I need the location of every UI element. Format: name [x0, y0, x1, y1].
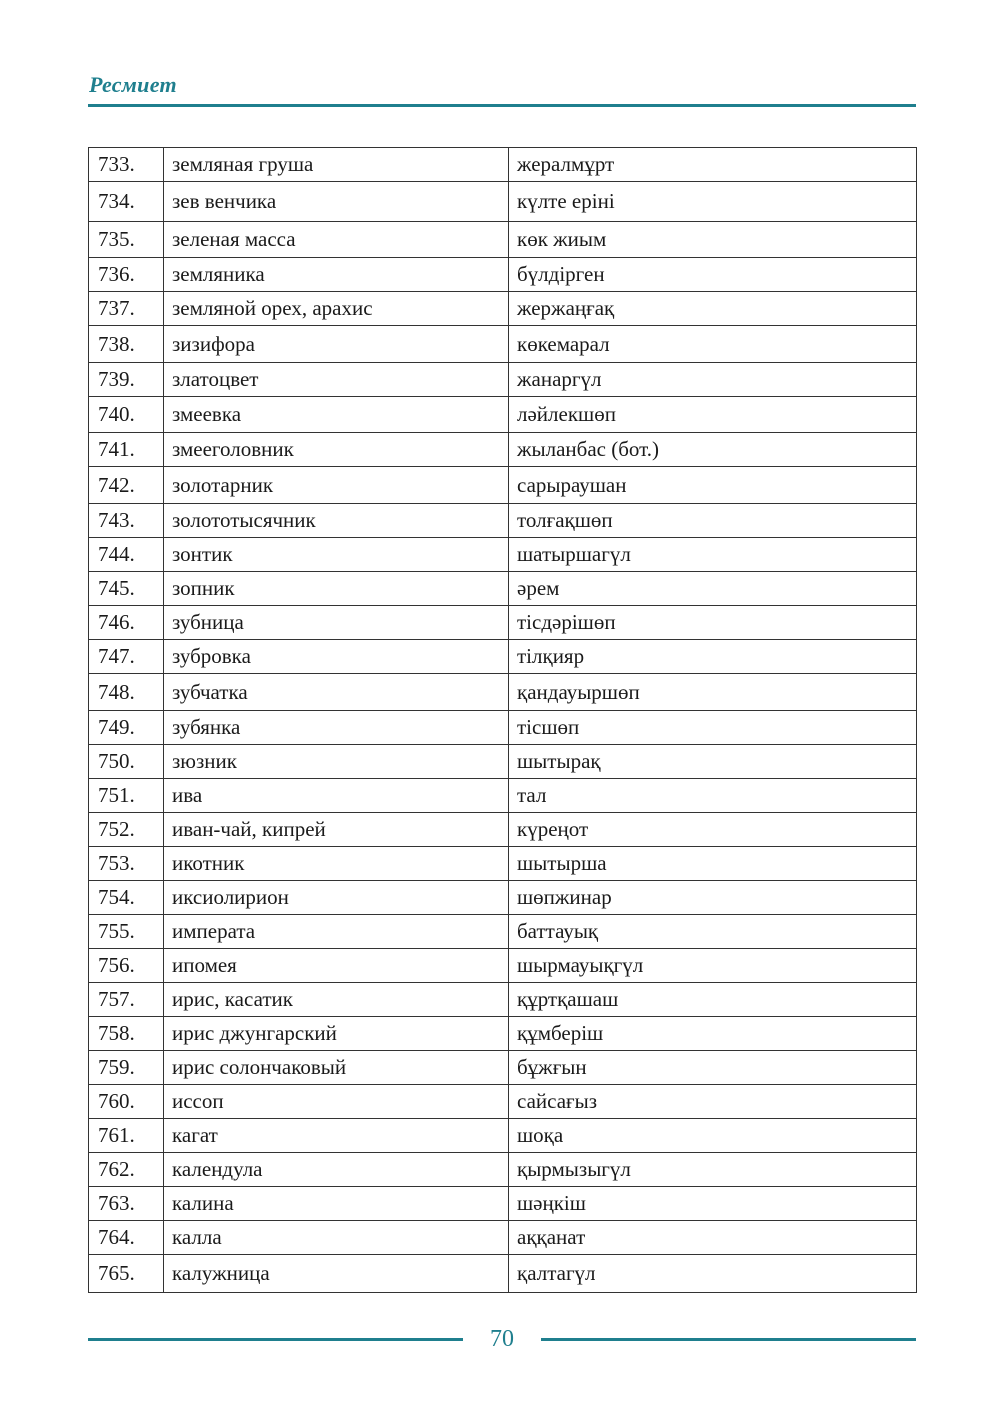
- table-row: [89, 292, 917, 326]
- table-row: [89, 1221, 917, 1255]
- table-row: [89, 433, 917, 467]
- table-row: [89, 572, 917, 606]
- russian-term: зубянка: [164, 711, 509, 745]
- kazakh-term: жералмұрт: [509, 148, 917, 182]
- table-row: [89, 640, 917, 674]
- table-row: [89, 915, 917, 949]
- table-row: [89, 222, 917, 258]
- kazakh-term: толғақшөп: [509, 504, 917, 538]
- kazakh-term: шатыршагүл: [509, 538, 917, 572]
- russian-term: золотарник: [164, 467, 509, 504]
- kazakh-term: сайсағыз: [509, 1085, 917, 1119]
- kazakh-term: көкемарал: [509, 326, 917, 363]
- russian-term: императа: [164, 915, 509, 949]
- row-number: 734.: [89, 182, 164, 222]
- kazakh-term: тiсдәрiшөп: [509, 606, 917, 640]
- kazakh-term: шырмауықгүл: [509, 949, 917, 983]
- running-header-title: Ресмиет: [89, 72, 177, 97]
- russian-term: зубровка: [164, 640, 509, 674]
- table-row: [89, 745, 917, 779]
- row-number: 762.: [89, 1153, 164, 1187]
- kazakh-term: жержаңғақ: [509, 292, 917, 326]
- russian-term: ирис джунгарский: [164, 1017, 509, 1051]
- table-row: [89, 326, 917, 363]
- glossary-table: [88, 147, 917, 1293]
- russian-term: календула: [164, 1153, 509, 1187]
- russian-term: зубчатка: [164, 674, 509, 711]
- kazakh-term: бұжғын: [509, 1051, 917, 1085]
- kazakh-term: әрем: [509, 572, 917, 606]
- row-number: 743.: [89, 504, 164, 538]
- table-row: [89, 1085, 917, 1119]
- russian-term: зонтик: [164, 538, 509, 572]
- kazakh-term: қалтагүл: [509, 1255, 917, 1293]
- table-row: [89, 363, 917, 397]
- page-number: 70: [490, 1326, 514, 1352]
- row-number: 751.: [89, 779, 164, 813]
- table-row: [89, 1153, 917, 1187]
- russian-term: златоцвет: [164, 363, 509, 397]
- row-number: 748.: [89, 674, 164, 711]
- kazakh-term: күреңот: [509, 813, 917, 847]
- russian-term: змеевка: [164, 397, 509, 433]
- russian-term: зубница: [164, 606, 509, 640]
- row-number: 761.: [89, 1119, 164, 1153]
- row-number: 740.: [89, 397, 164, 433]
- kazakh-term: тiлқияр: [509, 640, 917, 674]
- russian-term: иван-чай, кипрей: [164, 813, 509, 847]
- russian-term: зеленая масса: [164, 222, 509, 258]
- table-row: [89, 711, 917, 745]
- row-number: 736.: [89, 258, 164, 292]
- table-row: [89, 674, 917, 711]
- row-number: 752.: [89, 813, 164, 847]
- kazakh-term: шытырша: [509, 847, 917, 881]
- row-number: 753.: [89, 847, 164, 881]
- table-row: [89, 148, 917, 182]
- table-row: [89, 847, 917, 881]
- table-row: [89, 1255, 917, 1293]
- row-number: 760.: [89, 1085, 164, 1119]
- russian-term: иссоп: [164, 1085, 509, 1119]
- kazakh-term: жыланбас (бот.): [509, 433, 917, 467]
- row-number: 750.: [89, 745, 164, 779]
- header-rule: [88, 104, 916, 107]
- table-row: [89, 813, 917, 847]
- table-row: [89, 949, 917, 983]
- table-row: [89, 538, 917, 572]
- kazakh-term: қандауыршөп: [509, 674, 917, 711]
- table-row: [89, 983, 917, 1017]
- kazakh-term: ләйлекшөп: [509, 397, 917, 433]
- russian-term: калина: [164, 1187, 509, 1221]
- table-row: [89, 467, 917, 504]
- russian-term: земляной орех, арахис: [164, 292, 509, 326]
- table-row: [89, 1017, 917, 1051]
- row-number: 733.: [89, 148, 164, 182]
- row-number: 741.: [89, 433, 164, 467]
- row-number: 747.: [89, 640, 164, 674]
- table-row: [89, 397, 917, 433]
- russian-term: земляная груша: [164, 148, 509, 182]
- kazakh-term: баттауық: [509, 915, 917, 949]
- russian-term: ива: [164, 779, 509, 813]
- table-row: [89, 1119, 917, 1153]
- kazakh-term: тiсшөп: [509, 711, 917, 745]
- russian-term: зизифора: [164, 326, 509, 363]
- russian-term: земляника: [164, 258, 509, 292]
- kazakh-term: көк жиым: [509, 222, 917, 258]
- footer-rule-right: [541, 1338, 916, 1341]
- row-number: 739.: [89, 363, 164, 397]
- russian-term: калла: [164, 1221, 509, 1255]
- row-number: 754.: [89, 881, 164, 915]
- row-number: 756.: [89, 949, 164, 983]
- row-number: 738.: [89, 326, 164, 363]
- table-row: [89, 779, 917, 813]
- kazakh-term: аққанат: [509, 1221, 917, 1255]
- russian-term: змееголовник: [164, 433, 509, 467]
- russian-term: ирис солончаковый: [164, 1051, 509, 1085]
- table-row: [89, 881, 917, 915]
- russian-term: ипомея: [164, 949, 509, 983]
- kazakh-term: шоқа: [509, 1119, 917, 1153]
- table-row: [89, 606, 917, 640]
- russian-term: зюзник: [164, 745, 509, 779]
- kazakh-term: тал: [509, 779, 917, 813]
- russian-term: зев венчика: [164, 182, 509, 222]
- kazakh-term: шытырақ: [509, 745, 917, 779]
- russian-term: иксиолирион: [164, 881, 509, 915]
- table-row: [89, 504, 917, 538]
- kazakh-term: шөпжинар: [509, 881, 917, 915]
- russian-term: икотник: [164, 847, 509, 881]
- row-number: 744.: [89, 538, 164, 572]
- russian-term: зопник: [164, 572, 509, 606]
- kazakh-term: қырмызыгүл: [509, 1153, 917, 1187]
- footer-rule-left: [88, 1338, 463, 1341]
- kazakh-term: құртқашаш: [509, 983, 917, 1017]
- row-number: 765.: [89, 1255, 164, 1293]
- table-row: [89, 1051, 917, 1085]
- russian-term: кагат: [164, 1119, 509, 1153]
- russian-term: золототысячник: [164, 504, 509, 538]
- row-number: 757.: [89, 983, 164, 1017]
- kazakh-term: шәңкiш: [509, 1187, 917, 1221]
- table-row: [89, 182, 917, 222]
- row-number: 758.: [89, 1017, 164, 1051]
- table-row: [89, 258, 917, 292]
- glossary-table-body: [89, 148, 917, 1293]
- kazakh-term: бүлдiрген: [509, 258, 917, 292]
- russian-term: калужница: [164, 1255, 509, 1293]
- kazakh-term: құмберiш: [509, 1017, 917, 1051]
- row-number: 749.: [89, 711, 164, 745]
- row-number: 737.: [89, 292, 164, 326]
- row-number: 755.: [89, 915, 164, 949]
- kazakh-term: сарыраушан: [509, 467, 917, 504]
- kazakh-term: жанаргүл: [509, 363, 917, 397]
- row-number: 759.: [89, 1051, 164, 1085]
- row-number: 735.: [89, 222, 164, 258]
- row-number: 763.: [89, 1187, 164, 1221]
- table-row: [89, 1187, 917, 1221]
- row-number: 764.: [89, 1221, 164, 1255]
- russian-term: ирис, касатик: [164, 983, 509, 1017]
- row-number: 742.: [89, 467, 164, 504]
- row-number: 745.: [89, 572, 164, 606]
- kazakh-term: күлте ерiнi: [509, 182, 917, 222]
- row-number: 746.: [89, 606, 164, 640]
